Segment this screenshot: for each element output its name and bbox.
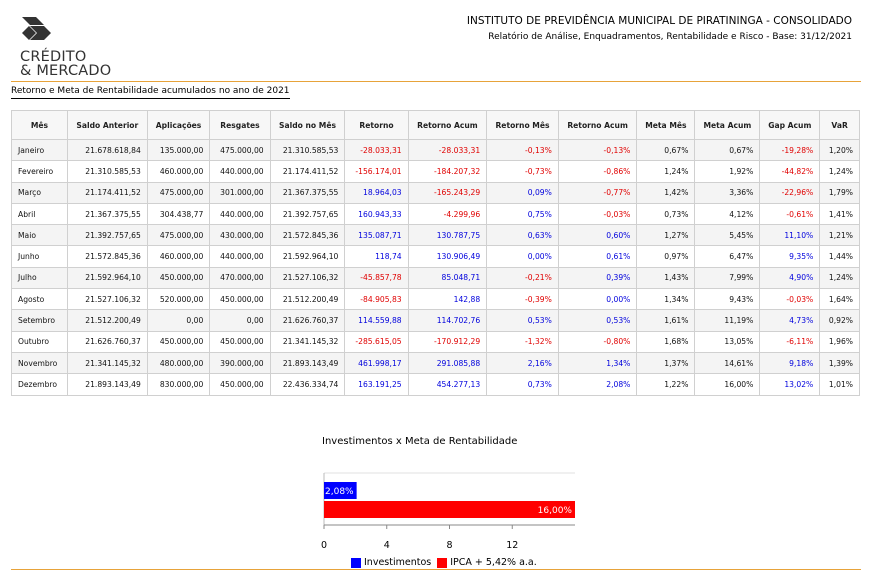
table-cell: 461.998,17: [345, 352, 408, 373]
chart-x-tick-label: 4: [383, 540, 390, 551]
table-row: [12, 182, 860, 203]
table-cell: 21.592.964,10: [67, 267, 147, 288]
table-cell: -1,32%: [487, 331, 559, 352]
table-cell: 0,00%: [558, 289, 637, 310]
table-cell: 304.438,77: [147, 203, 210, 224]
table-cell: 21.174.411,52: [67, 182, 147, 203]
table-cell: 21.572.845,36: [67, 246, 147, 267]
table-cell: 118,74: [345, 246, 408, 267]
table-cell: -28.033,31: [345, 140, 408, 161]
legend-swatch: [437, 558, 447, 568]
table-cell: -170.912,29: [408, 331, 487, 352]
table-cell: 830.000,00: [147, 374, 210, 395]
month-cell: Setembro: [12, 310, 68, 331]
table-cell: 301.000,00: [210, 182, 270, 203]
legend-item: [437, 557, 537, 569]
table-cell: -0,03%: [760, 289, 820, 310]
report-header: [467, 14, 852, 44]
table-cell: 1,22%: [637, 374, 695, 395]
table-cell: 1,44%: [820, 246, 860, 267]
table-cell: 0,63%: [487, 225, 559, 246]
table-row: [12, 331, 860, 352]
table-cell: 450.000,00: [210, 289, 270, 310]
table-cell: 0,53%: [558, 310, 637, 331]
table-cell: 21.527.106,32: [270, 267, 345, 288]
table-cell: 21.174.411,52: [270, 161, 345, 182]
table-cell: 1,61%: [637, 310, 695, 331]
table-cell: 0,67%: [695, 140, 760, 161]
chart-x-tick-label: 0: [320, 540, 328, 551]
column-header: Retorno: [345, 111, 408, 140]
table-cell: 475.000,00: [210, 140, 270, 161]
table-cell: 1,34%: [637, 289, 695, 310]
table-cell: 0,75%: [487, 203, 559, 224]
table-cell: 130.787,75: [408, 225, 487, 246]
column-header: Saldo Anterior: [67, 111, 147, 140]
table-cell: 2,16%: [487, 352, 559, 373]
month-cell: Maio: [12, 225, 68, 246]
table-cell: 450.000,00: [210, 331, 270, 352]
table-cell: 1,01%: [820, 374, 860, 395]
month-cell: Dezembro: [12, 374, 68, 395]
table-cell: 21.512.200,49: [67, 310, 147, 331]
table-cell: 5,45%: [695, 225, 760, 246]
chart-legend: [351, 557, 543, 569]
table-cell: 4,90%: [760, 267, 820, 288]
table-cell: 291.085,88: [408, 352, 487, 373]
logo-line-2: & MERCADO: [20, 63, 112, 79]
table-cell: -0,21%: [487, 267, 559, 288]
report-subtitle: Relatório de Análise, Enquadramentos, Rentabilidade e Risco - Base: 31/12/2021: [488, 32, 852, 42]
table-cell: 1,24%: [820, 161, 860, 182]
column-header: Retorno Mês: [487, 111, 559, 140]
table-cell: -45.857,78: [345, 267, 408, 288]
table-cell: 0,00: [147, 310, 210, 331]
table-cell: 440.000,00: [210, 246, 270, 267]
chart-x-tick-label: 12: [506, 540, 519, 551]
table-cell: -0,61%: [760, 203, 820, 224]
table-cell: 1,24%: [820, 267, 860, 288]
table-cell: 460.000,00: [147, 246, 210, 267]
table-cell: 21.310.585,53: [67, 161, 147, 182]
legend-label: IPCA + 5,42% a.a.: [450, 557, 537, 568]
table-row: [12, 225, 860, 246]
legend-swatch: [351, 558, 361, 568]
table-cell: 1,24%: [637, 161, 695, 182]
column-header: Retorno Acum: [408, 111, 487, 140]
table-cell: -0,77%: [558, 182, 637, 203]
table-cell: 7,99%: [695, 267, 760, 288]
table-body: [12, 140, 860, 396]
table-cell: 130.906,49: [408, 246, 487, 267]
table-row: [12, 267, 860, 288]
table-cell: 9,43%: [695, 289, 760, 310]
footer-divider: [11, 569, 861, 570]
month-cell: Novembro: [12, 352, 68, 373]
table-cell: -184.207,32: [408, 161, 487, 182]
chart-title: Investimentos x Meta de Rentabilidade: [322, 436, 518, 447]
legend-label: Investimentos: [364, 557, 432, 568]
table-cell: -0,13%: [558, 140, 637, 161]
table-cell: 1,27%: [637, 225, 695, 246]
table-cell: 440.000,00: [210, 161, 270, 182]
table-cell: 14,61%: [695, 352, 760, 373]
table-row: [12, 289, 860, 310]
table-cell: 1,34%: [558, 352, 637, 373]
table-cell: 460.000,00: [147, 161, 210, 182]
table-cell: 480.000,00: [147, 352, 210, 373]
table-cell: -0,73%: [487, 161, 559, 182]
table-cell: 0,53%: [487, 310, 559, 331]
table-cell: 1,41%: [820, 203, 860, 224]
table-cell: -285.615,05: [345, 331, 408, 352]
table-header-row: [12, 111, 860, 140]
column-header: Retorno Acum: [558, 111, 637, 140]
month-cell: Janeiro: [12, 140, 68, 161]
chart-x-tick-label: 8: [446, 540, 453, 551]
table-cell: 450.000,00: [147, 267, 210, 288]
table-cell: 13,02%: [760, 374, 820, 395]
table-cell: 16,00%: [695, 374, 760, 395]
table-cell: 21.527.106,32: [67, 289, 147, 310]
month-cell: Julho: [12, 267, 68, 288]
table-cell: 11,10%: [760, 225, 820, 246]
table-cell: 450.000,00: [210, 374, 270, 395]
table-cell: -6,11%: [760, 331, 820, 352]
table-cell: 1,79%: [820, 182, 860, 203]
table-cell: 114.702,76: [408, 310, 487, 331]
table-cell: -28.033,31: [408, 140, 487, 161]
table-cell: 0,97%: [637, 246, 695, 267]
table-cell: 1,92%: [695, 161, 760, 182]
table-cell: 2,08%: [558, 374, 637, 395]
table-cell: 0,73%: [487, 374, 559, 395]
table-cell: 142,88: [408, 289, 487, 310]
table-cell: 0,09%: [487, 182, 559, 203]
column-header: Meta Mês: [637, 111, 695, 140]
column-header: Gap Acum: [760, 111, 820, 140]
table-cell: 3,36%: [695, 182, 760, 203]
chart-data-label: 16,00%: [537, 506, 572, 516]
table-cell: 21.367.375,55: [67, 203, 147, 224]
month-cell: Junho: [12, 246, 68, 267]
table-cell: 1,37%: [637, 352, 695, 373]
table-cell: 450.000,00: [147, 331, 210, 352]
table-cell: 21.626.760,37: [67, 331, 147, 352]
table-cell: 9,35%: [760, 246, 820, 267]
table-cell: -4.299,96: [408, 203, 487, 224]
table-cell: 1,96%: [820, 331, 860, 352]
month-cell: Abril: [12, 203, 68, 224]
column-header: VaR: [820, 111, 860, 140]
logo-line-1: CRÉDITO: [20, 49, 87, 65]
table-row: [12, 203, 860, 224]
table-cell: 21.626.760,37: [270, 310, 345, 331]
table-cell: 114.559,88: [345, 310, 408, 331]
company-logo: [20, 14, 120, 80]
table-cell: 390.000,00: [210, 352, 270, 373]
table-cell: -156.174,01: [345, 161, 408, 182]
table-cell: -0,86%: [558, 161, 637, 182]
table-cell: 160.943,33: [345, 203, 408, 224]
month-cell: Outubro: [12, 331, 68, 352]
table-cell: 21.341.145,32: [270, 331, 345, 352]
table-cell: 1,42%: [637, 182, 695, 203]
table-cell: 21.572.845,36: [270, 225, 345, 246]
legend-item: [351, 557, 431, 569]
header-divider: [11, 81, 861, 82]
table-cell: 135.000,00: [147, 140, 210, 161]
table-cell: 0,60%: [558, 225, 637, 246]
table-cell: 1,20%: [820, 140, 860, 161]
table-cell: 21.893.143,49: [270, 352, 345, 373]
table-row: [12, 310, 860, 331]
table-cell: 0,61%: [558, 246, 637, 267]
table-cell: 6,47%: [695, 246, 760, 267]
table-cell: -0,03%: [558, 203, 637, 224]
table-cell: -0,80%: [558, 331, 637, 352]
table-cell: 135.087,71: [345, 225, 408, 246]
table-cell: -84.905,83: [345, 289, 408, 310]
table-cell: 1,43%: [637, 267, 695, 288]
table-cell: -44,82%: [760, 161, 820, 182]
table-cell: 1,64%: [820, 289, 860, 310]
table-cell: 21.392.757,65: [67, 225, 147, 246]
table-cell: 470.000,00: [210, 267, 270, 288]
table-cell: 163.191,25: [345, 374, 408, 395]
section-title: Retorno e Meta de Rentabilidade acumulados no ano de 2021: [11, 85, 290, 99]
table-cell: 0,67%: [637, 140, 695, 161]
table-cell: 440.000,00: [210, 203, 270, 224]
chart-data-label: 2,08%: [325, 487, 354, 497]
table-cell: 21.310.585,53: [270, 140, 345, 161]
column-header: Mês: [12, 111, 68, 140]
table-cell: 475.000,00: [147, 182, 210, 203]
institution-name: INSTITUTO DE PREVIDÊNCIA MUNICIPAL DE PIRATININGA - CONSOLIDADO: [466, 15, 852, 27]
table-cell: 21.392.757,65: [270, 203, 345, 224]
table-row: [12, 140, 860, 161]
returns-table: [11, 110, 860, 396]
table-cell: 13,05%: [695, 331, 760, 352]
table-cell: 475.000,00: [147, 225, 210, 246]
table-cell: 1,21%: [820, 225, 860, 246]
table-cell: 4,73%: [760, 310, 820, 331]
column-header: Aplicações: [147, 111, 210, 140]
table-cell: -0,13%: [487, 140, 559, 161]
table-cell: -22,96%: [760, 182, 820, 203]
table-cell: 21.592.964,10: [270, 246, 345, 267]
column-header: Meta Acum: [695, 111, 760, 140]
month-cell: Fevereiro: [12, 161, 68, 182]
table-row: [12, 246, 860, 267]
table-cell: 85.048,71: [408, 267, 487, 288]
table-row: [12, 352, 860, 373]
table-cell: 454.277,13: [408, 374, 487, 395]
column-header: Resgates: [210, 111, 270, 140]
column-header: Saldo no Mês: [270, 111, 345, 140]
table-cell: 18.964,03: [345, 182, 408, 203]
table-cell: 0,73%: [637, 203, 695, 224]
table-cell: 21.512.200,49: [270, 289, 345, 310]
table-cell: 9,18%: [760, 352, 820, 373]
logo-wordmark: [20, 50, 111, 78]
table-cell: 21.678.618,84: [67, 140, 147, 161]
table-cell: 22.436.334,74: [270, 374, 345, 395]
table-cell: 0,39%: [558, 267, 637, 288]
table-cell: 21.341.145,32: [67, 352, 147, 373]
month-cell: Março: [12, 182, 68, 203]
table-cell: 520.000,00: [147, 289, 210, 310]
table-cell: 0,00: [210, 310, 270, 331]
table-cell: 1,39%: [820, 352, 860, 373]
table-row: [12, 374, 860, 395]
table-cell: 21.893.143,49: [67, 374, 147, 395]
table-cell: -19,28%: [760, 140, 820, 161]
table-cell: 21.367.375,55: [270, 182, 345, 203]
table-cell: -0,39%: [487, 289, 559, 310]
table-cell: -165.243,29: [408, 182, 487, 203]
table-cell: 0,92%: [820, 310, 860, 331]
table-cell: 11,19%: [695, 310, 760, 331]
month-cell: Agosto: [12, 289, 68, 310]
table-cell: 0,00%: [487, 246, 559, 267]
table-cell: 430.000,00: [210, 225, 270, 246]
table-row: [12, 161, 860, 182]
table-cell: 1,68%: [637, 331, 695, 352]
table-cell: 4,12%: [695, 203, 760, 224]
credito-mercado-logo-icon: [20, 14, 54, 44]
